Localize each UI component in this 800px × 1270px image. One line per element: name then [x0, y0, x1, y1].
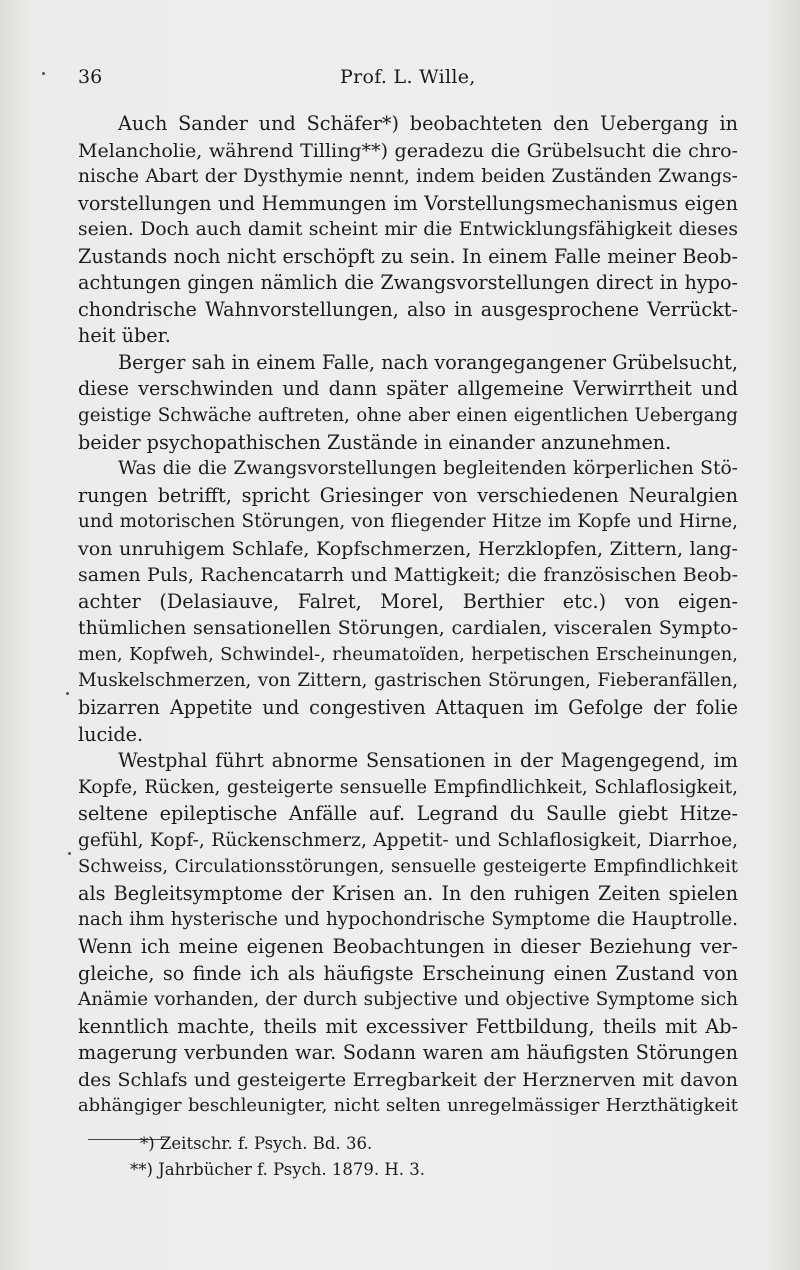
text-line: heit über. [78, 324, 171, 348]
text-line: nische Abart der Dysthymie nennt, indem beiden Zuständen Zwangs- [78, 166, 738, 188]
text-line: als Begleitsymptome der Krisen an. In den ruhigen Zeiten spielen [78, 881, 738, 905]
text-line: magerung verbunden war. Sodann waren am häufigsten Störungen [78, 1041, 738, 1065]
footnote: *) Zeitschr. f. Psych. Bd. 36. [140, 1134, 373, 1153]
body-text [78, 111, 738, 1120]
text-line: Zustands noch nicht erschöpft zu sein. In einem Falle meiner Beob- [78, 244, 738, 268]
text-line: lucide. [78, 722, 144, 746]
text-line: gleiche, so finde ich als häufigste Erscheinung einen Zustand von [78, 961, 738, 985]
text-line: gefühl, Kopf-, Rückenschmerz, Appetit- und Schlaflosigkeit, Diarrhoe, [78, 829, 738, 851]
text-line: nach ihm hysterische und hypochondrische Symptome die Hauptrolle. [78, 909, 738, 931]
text-line: geistige Schwäche auftreten, ohne aber einen eigentlichen Uebergang [78, 405, 738, 427]
text-line: des Schlafs und gesteigerte Erregbarkeit der Herznerven mit davon [78, 1068, 738, 1091]
page-header [78, 66, 738, 96]
text-line: men, Kopfweh, Schwindel-, rheumatoïden, herpetischen Erscheinungen, [78, 643, 738, 665]
text-line: kenntlich machte, theils mit excessiver Fettbildung, theils mit Ab- [78, 1014, 738, 1038]
text-line: Muskelschmerzen, von Zittern, gastrischen Störungen, Fieberanfällen, [78, 670, 738, 692]
text-line: von unruhigem Schlafe, Kopfschmerzen, Herzklopfen, Zittern, lang- [78, 537, 738, 560]
text-line: diese verschwinden und dann später allgemeine Verwirrtheit und [78, 377, 738, 401]
paper-speck [68, 852, 71, 855]
text-line: seltene epileptische Anfälle auf. Legrand du Saulle giebt Hitze- [78, 802, 738, 826]
paper-speck [66, 692, 69, 695]
text-line: Schweiss, Circulationsstörungen, sensuelle gesteigerte Empfindlichkeit [78, 856, 738, 878]
paper-speck [42, 72, 45, 75]
text-line: chondrische Wahnvorstellungen, also in ausgesprochene Verrückt- [78, 297, 738, 321]
text-line: Was die die Zwangsvorstellungen begleitenden körperlichen Stö- [118, 458, 738, 480]
text-line: Kopfe, Rücken, gesteigerte sensuelle Empfindlichkeit, Schlaflosigkeit, [78, 776, 738, 798]
text-line: achtungen gingen nämlich die Zwangsvorstellungen direct in hypo- [78, 271, 738, 295]
text-line: rungen betrifft, spricht Griesinger von verschiedenen Neuralgien [78, 483, 738, 507]
text-line: achter (Delasiauve, Falret, Morel, Berthier etc.) von eigen- [78, 589, 738, 613]
text-line: Melancholie, während Tilling**) geradezu die Grübelsucht die chro- [78, 139, 738, 162]
text-line: Anämie vorhanden, der durch subjective und objective Symptome sich [78, 989, 738, 1011]
text-line: und motorischen Störungen, von fliegender Hitze im Kopfe und Hirne, [78, 511, 738, 533]
text-line: vorstellungen und Hemmungen im Vorstellungsmechanismus eigen [78, 191, 738, 215]
page-number: 36 [78, 66, 103, 88]
text-line: thümlichen sensationellen Störungen, cardialen, visceralen Sympto- [78, 617, 738, 640]
text-line: Westphal führt abnorme Sensationen in der Magengegend, im [118, 749, 738, 773]
running-head: Prof. L. Wille, [340, 66, 476, 88]
text-line: beider psychopathischen Zustände in einander anzunehmen. [78, 430, 672, 454]
footnotes [78, 1131, 738, 1183]
text-line: Berger sah in einem Falle, nach vorangegangener Grübelsucht, [118, 350, 738, 374]
text-line: seien. Doch auch damit scheint mir die Entwicklungsfähigkeit dieses [78, 219, 738, 241]
text-line: Auch Sander und Schäfer*) beobachteten den Uebergang in [118, 112, 738, 135]
text-line: bizarren Appetite und congestiven Attaquen im Gefolge der folie [78, 696, 738, 720]
text-line: abhängiger beschleunigter, nicht selten unregelmässiger Herzthätigkeit [78, 1095, 738, 1117]
text-line: Wenn ich meine eigenen Beobachtungen in dieser Beziehung ver- [78, 934, 738, 958]
text-line: samen Puls, Rachencatarrh und Mattigkeit; die französischen Beob- [78, 564, 738, 587]
footnote: **) Jahrbücher f. Psych. 1879. H. 3. [130, 1160, 426, 1179]
